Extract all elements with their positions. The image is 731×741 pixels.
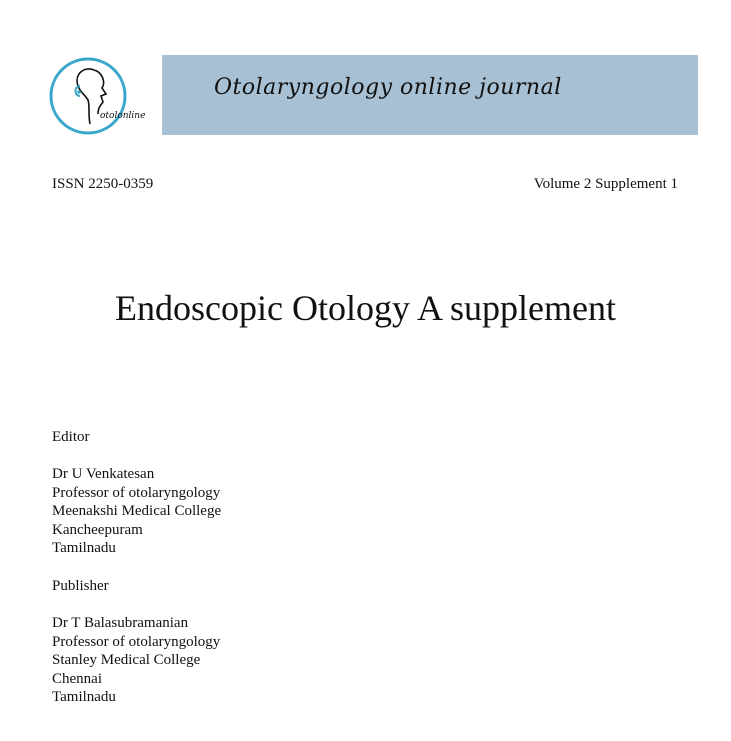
editor-details: [52, 465, 221, 558]
publisher-state: Tamilnadu: [52, 689, 116, 706]
editor-state: Tamilnadu: [52, 540, 116, 557]
publisher-details: [52, 614, 220, 707]
face-profile-icon: [44, 52, 152, 140]
publisher-position: Professor of otolaryngology: [52, 633, 221, 650]
publisher-heading: Publisher: [52, 578, 109, 594]
svg-text:otolonline: otolonline: [100, 111, 146, 121]
journal-banner: [162, 55, 698, 135]
journal-logo: [44, 52, 152, 140]
journal-name: Otolaryngology online journal: [214, 75, 562, 100]
issn-number: ISSN 2250-0359: [52, 176, 154, 192]
publisher-name: Dr T Balasubramanian: [52, 615, 189, 631]
publisher-institution: Stanley Medical College: [52, 652, 201, 669]
editor-city: Kancheepuram: [52, 521, 143, 538]
editor-heading: Editor: [52, 429, 90, 445]
editor-name: Dr U Venkatesan: [52, 466, 155, 482]
volume-info: Volume 2 Supplement 1: [533, 176, 678, 192]
editor-position: Professor of otolaryngology: [52, 484, 221, 501]
supplement-title: Endoscopic Otology A supplement: [115, 288, 616, 328]
publisher-city: Chennai: [52, 670, 102, 687]
editor-institution: Meenakshi Medical College: [52, 503, 222, 520]
